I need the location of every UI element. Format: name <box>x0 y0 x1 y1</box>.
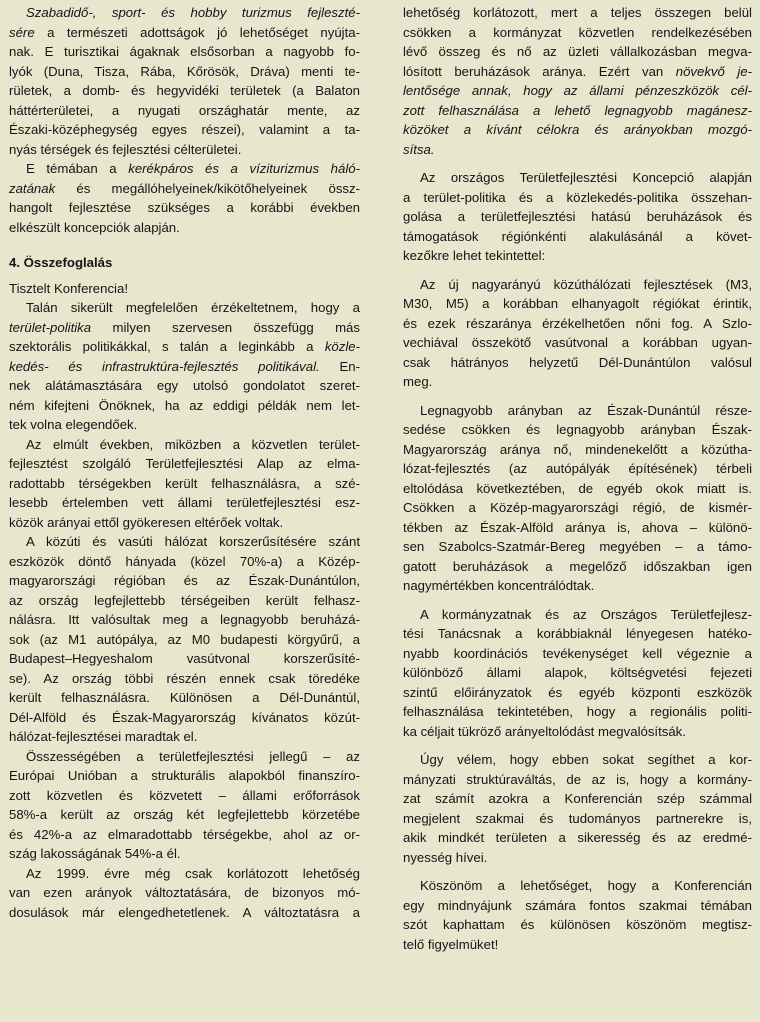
text-line: fejlesztést szolgáló Területfejlesztési Alap az elma- <box>9 456 360 471</box>
text-line: nagymértékben koncentrálódtak. <box>403 578 595 593</box>
text-line: telő figyelmüket! <box>403 936 499 952</box>
text-line: zott felhasználása a lehető legnagyobb magánesz- <box>403 102 752 118</box>
text-line: Európai Unióban a strukturális alapokból finanszíro- <box>9 768 360 783</box>
text-line: Az országos Területfejlesztési Koncepció alapján <box>420 170 752 185</box>
text-line: Talán sikerült megfelelően érzékeltetnem, hogy a <box>26 300 360 315</box>
text-line: nyesség hívei. <box>403 849 488 865</box>
text-line: került felhasználásra. Különösen a Dél-Dunántúl, <box>9 690 360 705</box>
text-line: eszközök döntő hányada (közel 70%-a) a Közép- <box>9 553 360 569</box>
text-line: csökken a kormányzat közvetlen rendelkezésében <box>403 24 752 40</box>
summary-section <box>9 279 360 923</box>
text-line: M30, M5) a korábban elhanyagolt régiókat érintik, <box>403 296 752 311</box>
text-line: a terület-politika és a közlekedés-politika összehan- <box>403 189 752 205</box>
text-line: megjelent szakmai és tudományos partnerekre is, <box>403 810 752 826</box>
text-line: Magyarország aránya nő, mindenekelőtt a közútha- <box>403 441 752 457</box>
paragraph <box>403 876 752 954</box>
text-line: A közúti és vasúti hálózat korszerűsítésére szánt <box>26 534 360 549</box>
paragraph <box>9 435 360 533</box>
text-line: akik mindkét területen a sikeresség és az eredmé- <box>403 830 752 845</box>
text-line: kezőkre lehet tekintettel: <box>403 248 546 263</box>
text-line: nak. E turisztikai ágaknak elsősorban a nagyobb fo- <box>9 44 360 59</box>
text-line: terület-politika milyen szervesen összefügg más <box>9 319 360 335</box>
text-line: 58%-a került az ország két legfejlettebb körzetébe <box>9 807 360 822</box>
text-line: nek alátámasztására egy utolsó gondolatot szeret- <box>9 378 360 393</box>
paragraph <box>403 750 752 867</box>
paragraph <box>403 605 752 742</box>
text-line: ka céljait tükröző arányeltolódást megvalósítsák. <box>403 723 686 739</box>
text-line: zatának és megállóhelyeinek/kikötőhelyeinek össz- <box>9 180 360 196</box>
text-line: magyarországi régióban és az Észak-Dunántúlon, <box>9 573 360 588</box>
paragraph <box>9 159 360 237</box>
text-line: Az új nagyarányú közúthálózati fejlesztések (M3, <box>420 276 752 292</box>
text-line: szág lakosságának 54%-a él. <box>9 846 181 861</box>
text-line: lentősége annak, hogy az állami pénzeszközök cél- <box>403 83 752 98</box>
text-line: egy mindnyájunk számára fontos szakmai témában <box>403 897 752 913</box>
text-line: lyók (Duna, Tisza, Rába, Kőrösök, Dráva) menti te- <box>9 63 360 79</box>
text-line: elkészült koncepciók alapján. <box>9 219 180 235</box>
text-line: gatott beruházások a megelőző időszakban igen <box>403 558 752 574</box>
paragraph <box>9 3 360 159</box>
paragraph <box>9 279 360 435</box>
text-line: zott közvetlen és közvetett – állami erőforrások <box>9 787 360 803</box>
text-line: tek volna elegendőek. <box>9 417 138 432</box>
text-line: lósított beruházások aránya. Ezért van növekvő je- <box>403 63 752 79</box>
paragraph <box>403 401 752 596</box>
paragraph <box>9 532 360 747</box>
text-line: zat számít azokra a Konferencián szép számmal <box>403 791 752 806</box>
text-line: rületek, a domb- és hegyvidéki területek (a Balaton <box>9 83 360 98</box>
text-line: E témában a kerékpáros és a víziturizmus háló- <box>26 161 360 176</box>
text-line: szót kaphattam és különösen köszönöm megtisz- <box>403 917 752 932</box>
text-line: golása a területfejlesztési hatású beruházások és <box>403 209 752 224</box>
paragraph <box>403 168 752 266</box>
text-line: sére a természeti adottságok jó lehetőséget nyújta- <box>9 24 360 40</box>
text-line: támogatások régiónkénti alakulásánál a követ- <box>403 228 752 244</box>
text-line: és ezek részaránya érzékelhetően nőni fog. A Szlo- <box>403 315 752 331</box>
text-line: közöket a kívánt célokra és arányokban mozgó- <box>403 122 752 137</box>
text-line: A kormányzatnak és az Országos Területfejlesz- <box>420 606 752 622</box>
text-line: sedése csökken és legnagyobb arányban Észak- <box>403 422 752 437</box>
right-column-body <box>403 3 752 954</box>
text-line: Csökken a Közép-magyarországi régió, de kismér- <box>403 500 752 515</box>
text-line: sen Szabolcs-Szatmár-Bereg megyében – a támo- <box>403 539 752 554</box>
text-line: Budapest–Hegyeshalom vasútvonal korszerűsíté- <box>9 651 360 666</box>
text-line: háttérterületei, a nyugati országhatár mente, az <box>9 102 360 118</box>
text-line: lesebb értelemben vett állami területfejlesztési esz- <box>9 495 360 510</box>
text-line: sítsa. <box>403 141 435 157</box>
text-line: lózat-fejlesztés (az autópályák építésének) térbeli <box>403 461 752 476</box>
text-line: hálózat-fejlesztései maradtak el. <box>9 729 198 744</box>
paragraph <box>403 275 752 392</box>
text-line: Összességében a területfejlesztési jellegű – az <box>26 748 360 764</box>
text-line: Legnagyobb arányban az Észak-Dunántúl része- <box>420 402 752 418</box>
text-line: mányzati struktúraváltás, de az is, hogy a kormány- <box>403 771 752 787</box>
text-line: Úgy vélem, hogy ebben sokat segíthet a kor- <box>420 752 752 767</box>
text-line: kedés- és infrastruktúra-fejlesztés politikával. En- <box>9 358 360 374</box>
paragraph <box>9 747 360 864</box>
text-line: szintű előirányzatok és egyéb központi eszközök <box>403 684 752 700</box>
text-line: tékben az Észak-Alföld aránya is, ahova – különö- <box>403 519 752 535</box>
text-line: Dél-Alföld és Észak-Magyarország kívánatos közút- <box>9 709 360 725</box>
text-line: különböző állami alapok, költségvetési fejezeti <box>403 665 752 680</box>
section-heading: 4. Összefoglalás <box>9 255 113 270</box>
text-line: dosulások már elengedhetetlenek. A változtatásra a <box>9 904 360 920</box>
text-line: sok (az M1 autópálya, az M0 budapesti körgyűrű, a <box>9 631 360 647</box>
text-line: hangolt fejlesztése szükséges a korábbi években <box>9 200 360 215</box>
text-line: nyás térségek és fejlesztési célterületei. <box>9 141 242 157</box>
text-line: felhasználása tekintetében, hogy a regionális politi- <box>403 704 752 719</box>
text-line: közök arányai ettől gyökeresen eltérőek voltak. <box>9 514 284 530</box>
text-line: van ezen arányok változtatására, de bizonyos mó- <box>9 885 360 900</box>
text-line: meg. <box>403 374 433 389</box>
text-line: lehetőség korlátozott, mert a teljes összegen belül <box>403 5 752 20</box>
text-line: Szabadidő-, sport- és hobby turizmus fejleszté- <box>26 5 360 20</box>
text-line: Az elmúlt években, miközben a közvetlen terület- <box>26 436 360 452</box>
text-line: Északi-középhegység egyes részei), valamint a ta- <box>9 122 360 137</box>
text-line: eltolódása következtében, de egyéb okok miatt is. <box>403 480 752 496</box>
text-line: se). Az ország többi részén ennek csak töredéke <box>9 670 360 686</box>
text-line: nyabb koordinációs tevékenységet kell végeznie a <box>403 645 752 661</box>
text-line: tési Tanácsnak a korábbiaknál lényegesen hatéko- <box>403 626 752 641</box>
left-column <box>9 3 360 922</box>
text-line: nálásra. Itt valósultak meg a legnagyobb beruházá- <box>9 612 360 627</box>
text-line: és 42%-a az elmaradottabb térségekbe, ahol az or- <box>9 826 360 842</box>
text-line: Köszönöm a lehetőséget, hogy a Konferencián <box>420 878 752 893</box>
text-line: vechiával összekötő vasútvonal a korábban ugyan- <box>403 335 752 350</box>
right-column <box>403 3 752 954</box>
paragraph <box>9 864 360 923</box>
intro-section <box>9 3 360 237</box>
text-line: ném kifejteni Önöknek, ha az eddigi példák nem let- <box>9 397 360 413</box>
text-line: Az 1999. évre még csak korlátozott lehetőség <box>26 865 360 881</box>
text-line: radottabb térségekben került felhasználásra, a szé- <box>9 475 360 491</box>
text-line: Tisztelt Konferencia! <box>9 280 128 296</box>
text-line: lévő összeg és nő az üzleti vállalkozásban megva- <box>403 44 752 59</box>
paragraph <box>403 3 752 159</box>
text-line: csak hátrányos helyzetű Dél-Dunántúlon valósul <box>403 354 752 370</box>
text-line: az ország legfejlettebb térségeiben került felhasz- <box>9 592 360 608</box>
text-line: szektorális politikákkal, s talán a leginkább a közle- <box>9 339 360 354</box>
